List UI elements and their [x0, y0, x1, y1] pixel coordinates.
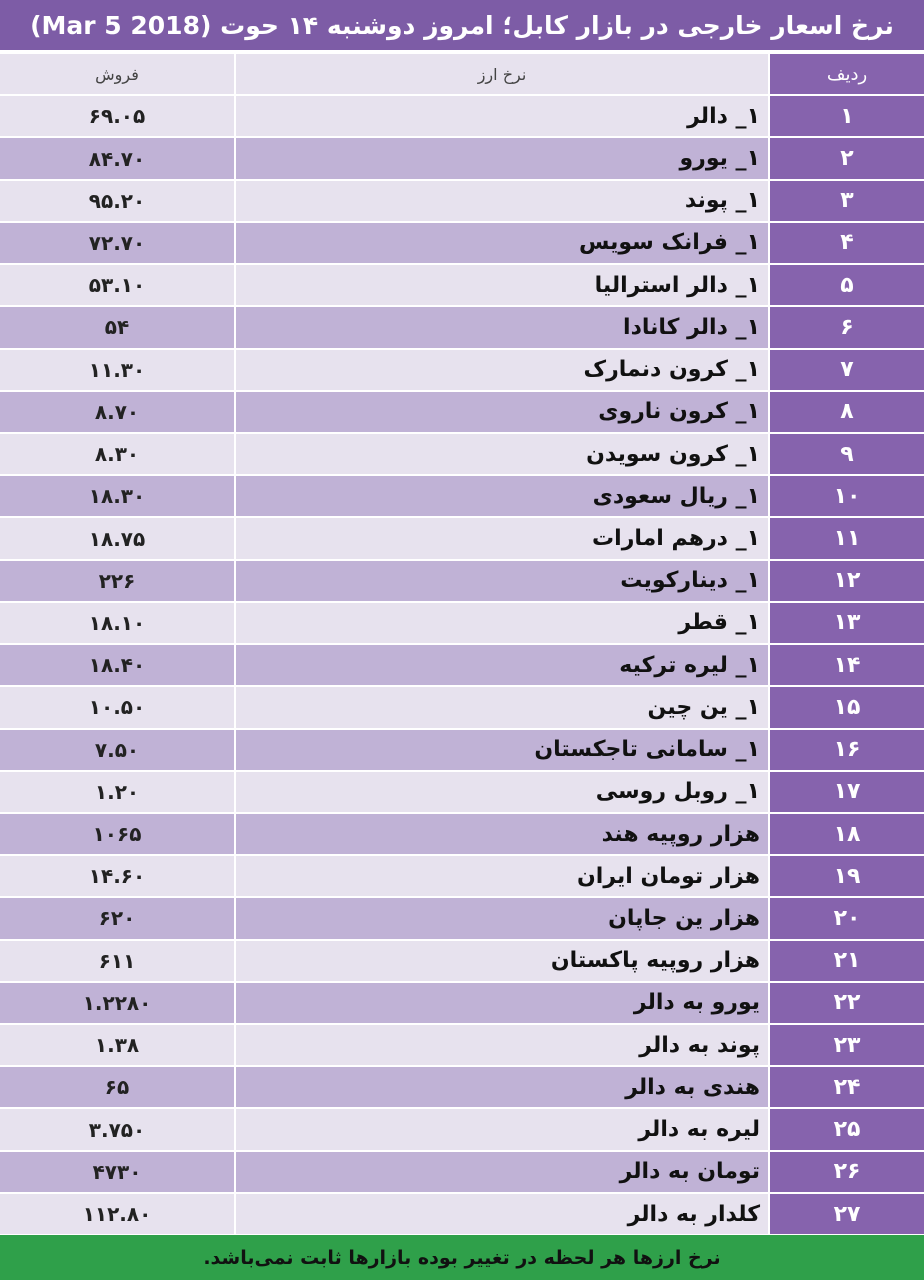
rate-sell-cell: ۱.۲۰	[0, 772, 236, 814]
header-index: ردیف	[770, 54, 924, 96]
currency-name-cell: ۱_ دالر استرالیا	[236, 265, 770, 307]
page-title: نرخ اسعار خارجی در بازار کابل؛ امروز دوشنبه ۱۴ حوت (Mar 5 2018)	[0, 0, 924, 50]
rate-sell-cell: ۱۱۲.۸۰	[0, 1194, 236, 1236]
row-index-cell: ۴	[770, 223, 924, 265]
currency-name-cell: ۱_ ریال سعودی	[236, 476, 770, 518]
rate-sell-cell: ۱۸.۳۰	[0, 476, 236, 518]
row-index-cell: ۱۴	[770, 645, 924, 687]
currency-name-cell: ۱_ کرون دنمارک	[236, 350, 770, 392]
row-index-cell: ۱۱	[770, 518, 924, 560]
row-index-cell: ۶	[770, 307, 924, 349]
rate-sell-cell: ۱۰۶۵	[0, 814, 236, 856]
currency-name-cell: پوند به دالر	[236, 1025, 770, 1067]
row-index-cell: ۲۲	[770, 983, 924, 1025]
currency-name-cell: کلدار به دالر	[236, 1194, 770, 1236]
row-index-cell: ۱۵	[770, 687, 924, 729]
row-index-cell: ۱۷	[770, 772, 924, 814]
currency-name-cell: ۱_ دالر	[236, 96, 770, 138]
rate-sell-cell: ۱۸.۴۰	[0, 645, 236, 687]
currency-name-cell: هزار تومان ایران	[236, 856, 770, 898]
row-index-cell: ۲۱	[770, 941, 924, 983]
row-index-cell: ۱۹	[770, 856, 924, 898]
rate-sell-cell: ۱۴.۶۰	[0, 856, 236, 898]
row-index-cell: ۱۸	[770, 814, 924, 856]
row-index-cell: ۵	[770, 265, 924, 307]
rate-sell-cell: ۱۰.۵۰	[0, 687, 236, 729]
row-index-cell: ۲۷	[770, 1194, 924, 1236]
row-index-cell: ۳	[770, 181, 924, 223]
currency-name-cell: هزار روپیه پاکستان	[236, 941, 770, 983]
currency-name-cell: ۱_ لیره ترکیه	[236, 645, 770, 687]
currency-name-cell: ۱_ کرون ناروی	[236, 392, 770, 434]
row-index-cell: ۱۶	[770, 730, 924, 772]
currency-name-cell: یورو به دالر	[236, 983, 770, 1025]
rate-sell-cell: ۵۴	[0, 307, 236, 349]
header-currency: نرخ ارز	[236, 54, 770, 96]
rate-sell-cell: ۵۳.۱۰	[0, 265, 236, 307]
rate-sell-cell: ۸.۳۰	[0, 434, 236, 476]
row-index-cell: ۲۶	[770, 1152, 924, 1194]
rate-sell-cell: ۹۵.۲۰	[0, 181, 236, 223]
row-index-cell: ۲	[770, 138, 924, 180]
rate-sell-cell: ۶۱۱	[0, 941, 236, 983]
currency-name-cell: ۱_ دینارکویت	[236, 561, 770, 603]
header-sell: فروش	[0, 54, 236, 96]
rate-sell-cell: ۳.۷۵۰	[0, 1109, 236, 1151]
currency-name-cell: ۱_ قطر	[236, 603, 770, 645]
row-index-cell: ۸	[770, 392, 924, 434]
rate-sell-cell: ۶۹.۰۵	[0, 96, 236, 138]
footer-note: نرخ ارزها هر لحظه در تغییر بوده بازارها ثابت نمی‌باشد.	[0, 1235, 924, 1280]
row-index-cell: ۲۰	[770, 898, 924, 940]
currency-name-cell: ۱_ ین چین	[236, 687, 770, 729]
currency-name-cell: لیره به دالر	[236, 1109, 770, 1151]
rate-sell-cell: ۱۸.۷۵	[0, 518, 236, 560]
row-index-cell: ۷	[770, 350, 924, 392]
rate-sell-cell: ۱.۳۸	[0, 1025, 236, 1067]
rate-sell-cell: ۸.۷۰	[0, 392, 236, 434]
row-index-cell: ۲۳	[770, 1025, 924, 1067]
rate-sell-cell: ۸۴.۷۰	[0, 138, 236, 180]
row-index-cell: ۱۰	[770, 476, 924, 518]
currency-name-cell: ۱_ پوند	[236, 181, 770, 223]
row-index-cell: ۹	[770, 434, 924, 476]
currency-name-cell: تومان به دالر	[236, 1152, 770, 1194]
currency-name-cell: ۱_ روبل روسی	[236, 772, 770, 814]
rate-sell-cell: ۲۲۶	[0, 561, 236, 603]
currency-name-cell: هزار ین جاپان	[236, 898, 770, 940]
currency-name-cell: هزار روپیه هند	[236, 814, 770, 856]
rate-sell-cell: ۱.۲۲۸۰	[0, 983, 236, 1025]
rate-sell-cell: ۷۲.۷۰	[0, 223, 236, 265]
rate-sell-cell: ۷.۵۰	[0, 730, 236, 772]
rate-sell-cell: ۶۲۰	[0, 898, 236, 940]
row-index-cell: ۱۲	[770, 561, 924, 603]
rate-sell-cell: ۱۱.۳۰	[0, 350, 236, 392]
row-index-cell: ۱۳	[770, 603, 924, 645]
currency-name-cell: ۱_ فرانک سویس	[236, 223, 770, 265]
rate-sell-cell: ۴۷۳۰	[0, 1152, 236, 1194]
currency-name-cell: ۱_ یورو	[236, 138, 770, 180]
row-index-cell: ۱	[770, 96, 924, 138]
currency-name-cell: ۱_ سامانی تاجکستان	[236, 730, 770, 772]
rates-table	[0, 54, 924, 1236]
rate-sell-cell: ۱۸.۱۰	[0, 603, 236, 645]
row-index-cell: ۲۴	[770, 1067, 924, 1109]
currency-name-cell: ۱_ دالر کانادا	[236, 307, 770, 349]
currency-name-cell: ۱_ درهم امارات	[236, 518, 770, 560]
currency-name-cell: هندی به دالر	[236, 1067, 770, 1109]
row-index-cell: ۲۵	[770, 1109, 924, 1151]
currency-name-cell: ۱_ کرون سویدن	[236, 434, 770, 476]
rate-sell-cell: ۶۵	[0, 1067, 236, 1109]
